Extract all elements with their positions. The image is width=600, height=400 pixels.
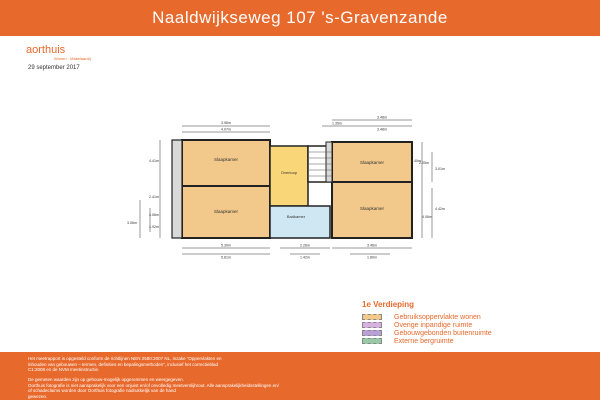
legend-title: 1e Verdieping xyxy=(362,300,415,309)
label-badkamer: Badkamer xyxy=(286,214,306,219)
room-badkamer xyxy=(270,206,330,238)
legend-swatch-wonen xyxy=(362,314,382,320)
company-logo xyxy=(26,44,116,66)
footer-line: Het meetrapport is opgesteld conform de richtlijnen NEN 2580:2007 NL, inzake "Oppervlakten en xyxy=(28,356,222,361)
footer-line: C1:2008 en de NVM meetinstructie. xyxy=(28,367,100,373)
left-closet-strip xyxy=(172,140,182,238)
dim-right-top-b: 2.05m xyxy=(419,161,429,165)
legend-swatch-buitenruimte xyxy=(362,330,382,336)
footer-line: De gemeten waarden zijn op gehouw-mogelijk opgerommen en weergegeven. xyxy=(28,377,184,382)
label-slaapkamer-2: Slaapkamer xyxy=(213,209,239,214)
legend-label: Gebouwgebonden buitenruimte xyxy=(394,329,492,337)
dim-top-right-c: 3.48m xyxy=(377,127,387,132)
logo-tagline: Wonen · Makelaardij xyxy=(54,56,91,61)
dim-bottom-mid-b: 1.42m xyxy=(300,255,310,260)
dim-top-left-inner: 4.07m xyxy=(221,127,231,132)
legend-item xyxy=(362,329,582,337)
dim-right-bottom-b: 4.42m xyxy=(435,207,445,211)
footer-line: gewezen. xyxy=(28,393,48,399)
dim-top-left: 3.96m xyxy=(221,121,231,125)
footer-line: Oorthuis fotografie is niet aansprakelijk voor een onjuist en/of onvolledig meetverslijhrout. Alle aansprakelijkheidsstellingen en/ xyxy=(28,382,279,388)
label-slaapkamer-1: Slaapkamer xyxy=(213,157,239,162)
label-slaapkamer-4: Slaapkamer xyxy=(359,206,385,211)
legend-label: Overige inpandige ruimte xyxy=(394,321,473,329)
label-slaapkamer-3: Slaapkamer xyxy=(359,160,385,165)
dim-right-bottom: 4.06m xyxy=(422,215,432,219)
dim-bottom-left: 5.30m xyxy=(221,243,231,248)
legend xyxy=(362,300,582,345)
page-header xyxy=(0,0,600,36)
legend-swatch-berging xyxy=(362,338,382,344)
dim-left-outer: 3.06m xyxy=(127,221,137,225)
dim-top-right-b: 3.48m xyxy=(377,115,387,120)
logo-name: aorthuis xyxy=(26,44,66,56)
dim-left-top: 4.41m xyxy=(149,159,159,163)
legend-item xyxy=(362,313,582,321)
dim-right-top: 3.40m xyxy=(411,159,421,163)
footer-line: inhouden van gebouwen – termen, definities en bepalingsmethoden", inclusief het correctieblad xyxy=(28,361,218,367)
legend-label: Gebruiksoppervlakte wonen xyxy=(394,313,481,321)
dim-right-outer: 3.01m xyxy=(435,167,445,171)
label-overloop: Overloop xyxy=(280,170,298,175)
legend-swatch-inpandig xyxy=(362,322,382,328)
dim-top-right-a: 1.35m xyxy=(332,121,342,126)
floor-plan xyxy=(120,112,470,272)
dim-bottom-right-a: 3.46m xyxy=(367,243,377,248)
page-title: Naaldwijkseweg 107 's-Gravenzande xyxy=(152,8,448,27)
dim-bottom-left-outer: 5.81m xyxy=(221,255,231,260)
dim-left-bottom: 4.06m xyxy=(149,213,159,217)
page-footer xyxy=(0,352,600,400)
dim-bottom-mid-a: 2.26m xyxy=(300,243,310,248)
legend-item xyxy=(362,321,582,329)
dim-bottom-right-b: 1.80m xyxy=(367,255,377,260)
room-slaapkamer-1 xyxy=(182,140,270,186)
dim-left-small: 1.92m xyxy=(149,225,159,229)
room-overloop xyxy=(270,146,308,206)
legend-item xyxy=(362,337,582,345)
document-date: 29 september 2017 xyxy=(28,65,80,71)
footer-line: of schadeclaims worden door Oorthuis fotografie nadrukkelijk van de hand xyxy=(28,388,176,394)
legend-label: Externe bergruimte xyxy=(394,337,454,345)
dim-left-mid: 2.41m xyxy=(149,195,159,199)
